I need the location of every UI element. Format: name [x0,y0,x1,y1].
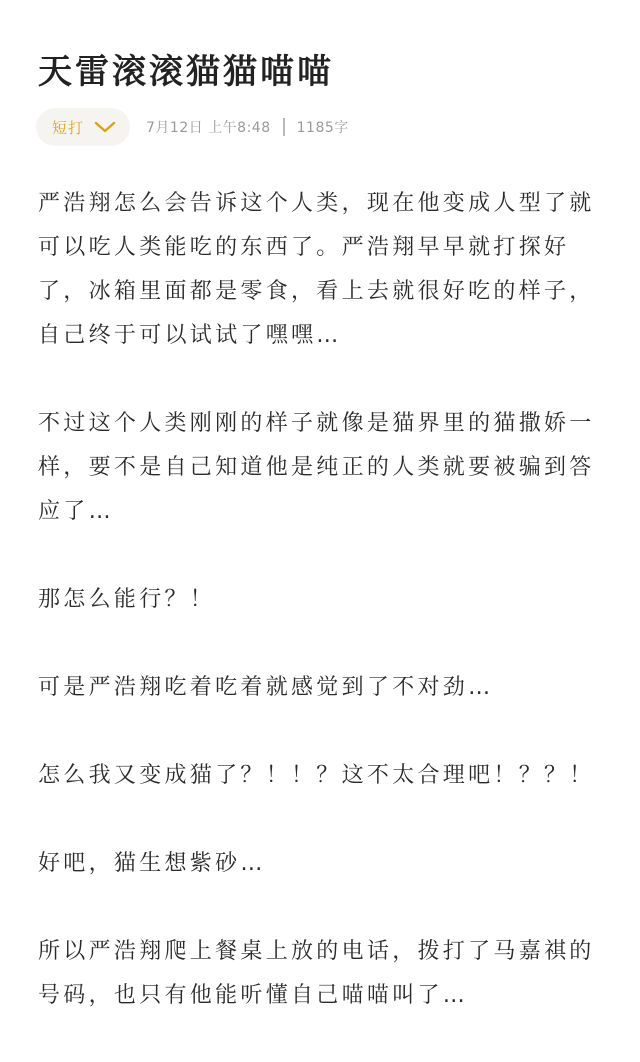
collection-tag-label: 短打 [52,118,85,137]
article-body [38,182,604,1062]
collection-tag-button[interactable] [36,108,130,146]
publish-date: 7月12日 上午8:48 [146,120,271,136]
paragraph: 怎么我又变成猫了？！！？这不太合理吧！？？！ [38,763,595,788]
paragraph: 好吧，猫生想紫砂… [38,851,266,876]
paragraph: 所以严浩翔爬上餐桌上放的电话，拨打了马嘉祺的号码，也只有他能听懂自己喵喵叫了… [38,939,595,1008]
paragraph: 严浩翔怎么会告诉这个人类，现在他变成人型了就可以吃人类能吃的东西了。严浩翔早早就打探好了，冰箱里面都是零食，看上去就很好吃的样子，自己终于可以试试了嘿嘿… [38,191,595,348]
word-count: 1185字 [296,120,349,136]
paragraph: 不过这个人类刚刚的样子就像是猫界里的猫撒娇一样，要不是自己知道他是纯正的人类就要被骗到答应了… [38,411,595,524]
meta-divider [283,118,285,136]
chevron-down-icon [94,120,116,134]
article-meta [36,108,349,146]
paragraph: 可是严浩翔吃着吃着就感觉到了不对劲… [38,675,494,700]
paragraph: 那怎么能行？！ [38,587,216,612]
article-title: 天雷滚滚猫猫喵喵 [38,52,334,92]
